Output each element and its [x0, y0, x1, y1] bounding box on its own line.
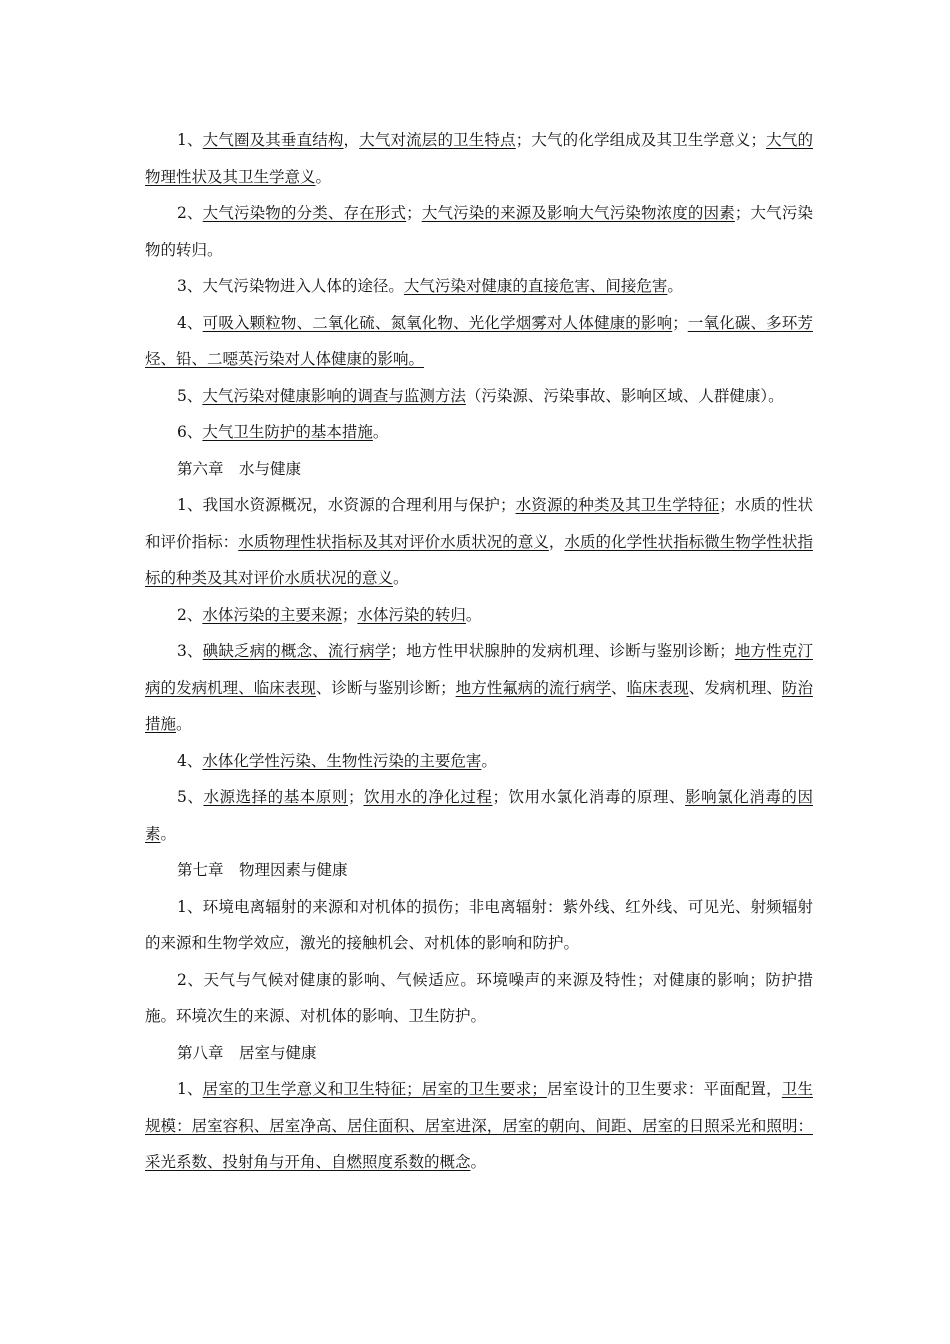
text-run: （污染源、污染事故、影响区域、人群健康）。	[465, 386, 784, 405]
chapter6-section	[145, 487, 813, 852]
underlined-text: 大气对流层的卫生特点	[359, 131, 516, 149]
text-run: 。	[176, 715, 192, 733]
chapter7-section	[145, 889, 813, 1035]
list-item	[145, 889, 813, 962]
list-item	[145, 743, 813, 780]
list-item	[145, 779, 813, 852]
text-run: ；大气污染物的转归。	[145, 204, 813, 259]
list-item	[145, 122, 813, 195]
text-run: 2、	[177, 605, 203, 624]
underlined-text: 可吸入颗粒物、二氧化硫、氮氧化物、光化学烟雾对人体健康的影响	[202, 313, 673, 332]
document-body	[145, 122, 813, 1181]
underlined-text: 大气污染的来源及影响大气污染物浓度的因素	[421, 204, 735, 222]
underlined-text: 大气污染物的分类、存在形式	[202, 204, 407, 222]
text-run: 。	[470, 1153, 487, 1171]
text-run: 4、	[177, 313, 203, 332]
text-run: 1、环境电离辐射的来源和对机体的损伤；非电离辐射：紫外线、红外线、可见光、射频辐射的来源和生物学效应，激光的接触机会、对机体的影响和防护。	[145, 897, 813, 952]
text-run: 1、我国水资源概况，水资源的合理利用与保护；	[177, 496, 516, 514]
underlined-text: 大气圈及其垂直结构	[202, 131, 344, 149]
underlined-text: 水体污染的转归	[357, 605, 466, 624]
text-run: 5、	[177, 788, 204, 806]
text-run: ；	[341, 605, 358, 624]
list-item	[145, 414, 813, 451]
text-run: 2、	[177, 204, 203, 222]
text-run: ；地方性甲状腺肿的发病机理、诊断与鉴别诊断；	[390, 642, 735, 660]
underlined-text: 地方性氟病的流行病学	[455, 678, 612, 697]
underlined-text: 水体污染的主要来源	[202, 605, 342, 624]
chapter5-section	[145, 122, 813, 451]
underlined-text: 大气卫生防护的基本措施	[202, 423, 373, 441]
text-run: ；	[406, 204, 422, 222]
list-item	[145, 378, 813, 415]
text-run: 1、	[177, 131, 203, 149]
text-run: 。	[160, 824, 177, 843]
underlined-text: 大气污染对健康影响的调查与监测方法	[202, 386, 466, 405]
list-item	[145, 487, 813, 597]
underlined-text: 水源选择的基本原则	[203, 788, 348, 806]
text-run: 4、	[177, 751, 203, 770]
list-item	[145, 633, 813, 743]
text-run: 。	[667, 277, 683, 295]
text-run: 。	[393, 569, 409, 587]
text-run: ；	[672, 313, 688, 332]
underlined-text: 地方性克汀病的发病机理、临床表现	[145, 642, 813, 697]
text-run: 2、天气与气候对健康的影响、气候适应。环境噪声的来源及特性；对健康的影响；防护措施。环境次生的来源、对机体的影响、卫生防护。	[145, 970, 813, 1025]
underlined-text: 水质物理性状指标及其对评价水质状况的意义	[238, 532, 549, 551]
underlined-text: 影响氯化消毒的因素	[145, 788, 813, 843]
chapter8-title: 第八章 居室与健康	[177, 1043, 317, 1062]
text-run: 6、	[177, 423, 203, 441]
text-run: 居室设计的卫生要求：平面配置，	[546, 1080, 782, 1098]
underlined-text: 一氧化碳、多环芳烃、铅、二噁英污染对人体健康的影响。	[145, 313, 813, 368]
text-run: 5、	[177, 386, 203, 405]
text-run: ；	[347, 788, 364, 806]
underlined-text: 水资源的种类及其卫生学特征	[515, 496, 720, 514]
text-run: 。	[465, 605, 482, 624]
list-item	[145, 1071, 813, 1181]
text-run: ，	[343, 131, 360, 149]
text-run: 、诊断与鉴别诊断；	[315, 678, 456, 697]
list-item	[145, 195, 813, 268]
underlined-text: 饮用水的净化过程	[363, 788, 493, 806]
chapter7-title: 第七章 物理因素与健康	[177, 861, 348, 879]
text-run: 3、大气污染物进入人体的途径。	[177, 277, 404, 295]
underlined-text: 大气污染对健康的直接危害、间接危害	[403, 277, 668, 295]
chapter6-title: 第六章 水与健康	[177, 459, 302, 478]
text-run: ；水质的性状和评价指标：	[145, 496, 813, 551]
list-item	[145, 962, 813, 1035]
text-run: ；饮用水氯化消毒的原理、	[492, 788, 686, 806]
underlined-text: 临床表现	[626, 678, 689, 697]
text-run: ，	[548, 532, 565, 551]
underlined-text: 碘缺乏病的概念、流行病学	[202, 642, 391, 660]
text-run: 。	[372, 423, 389, 441]
underlined-text: 大气的物理性状及其卫生学意义	[145, 131, 813, 186]
text-run: 、	[611, 678, 627, 697]
text-run: 。	[315, 167, 332, 186]
list-item	[145, 305, 813, 378]
underlined-text: 居室的卫生学意义和卫生特征；居室的卫生要求；	[202, 1080, 547, 1098]
text-run: 1、	[177, 1080, 203, 1098]
text-run: 3、	[177, 642, 203, 660]
text-run: 。	[481, 751, 497, 770]
text-run: 、发病机理、	[688, 678, 782, 697]
chapter8-section	[145, 1071, 813, 1181]
underlined-text: 卫生规模：居室容积、居室净高、居住面积、居室进深，居室的朝向、间距、居室的日照采光和照明：采光系数、投射角与开角、自燃照度系数的概念	[145, 1080, 813, 1171]
text-run: ；大气的化学组成及其卫生学意义；	[515, 131, 766, 149]
underlined-text: 防治措施	[145, 678, 813, 733]
underlined-text: 水体化学性污染、生物性污染的主要危害	[202, 751, 482, 770]
list-item	[145, 597, 813, 634]
list-item	[145, 268, 813, 305]
underlined-text: 水质的化学性状指标微生物学性状指标的种类及其对评价水质状况的意义	[145, 532, 813, 587]
